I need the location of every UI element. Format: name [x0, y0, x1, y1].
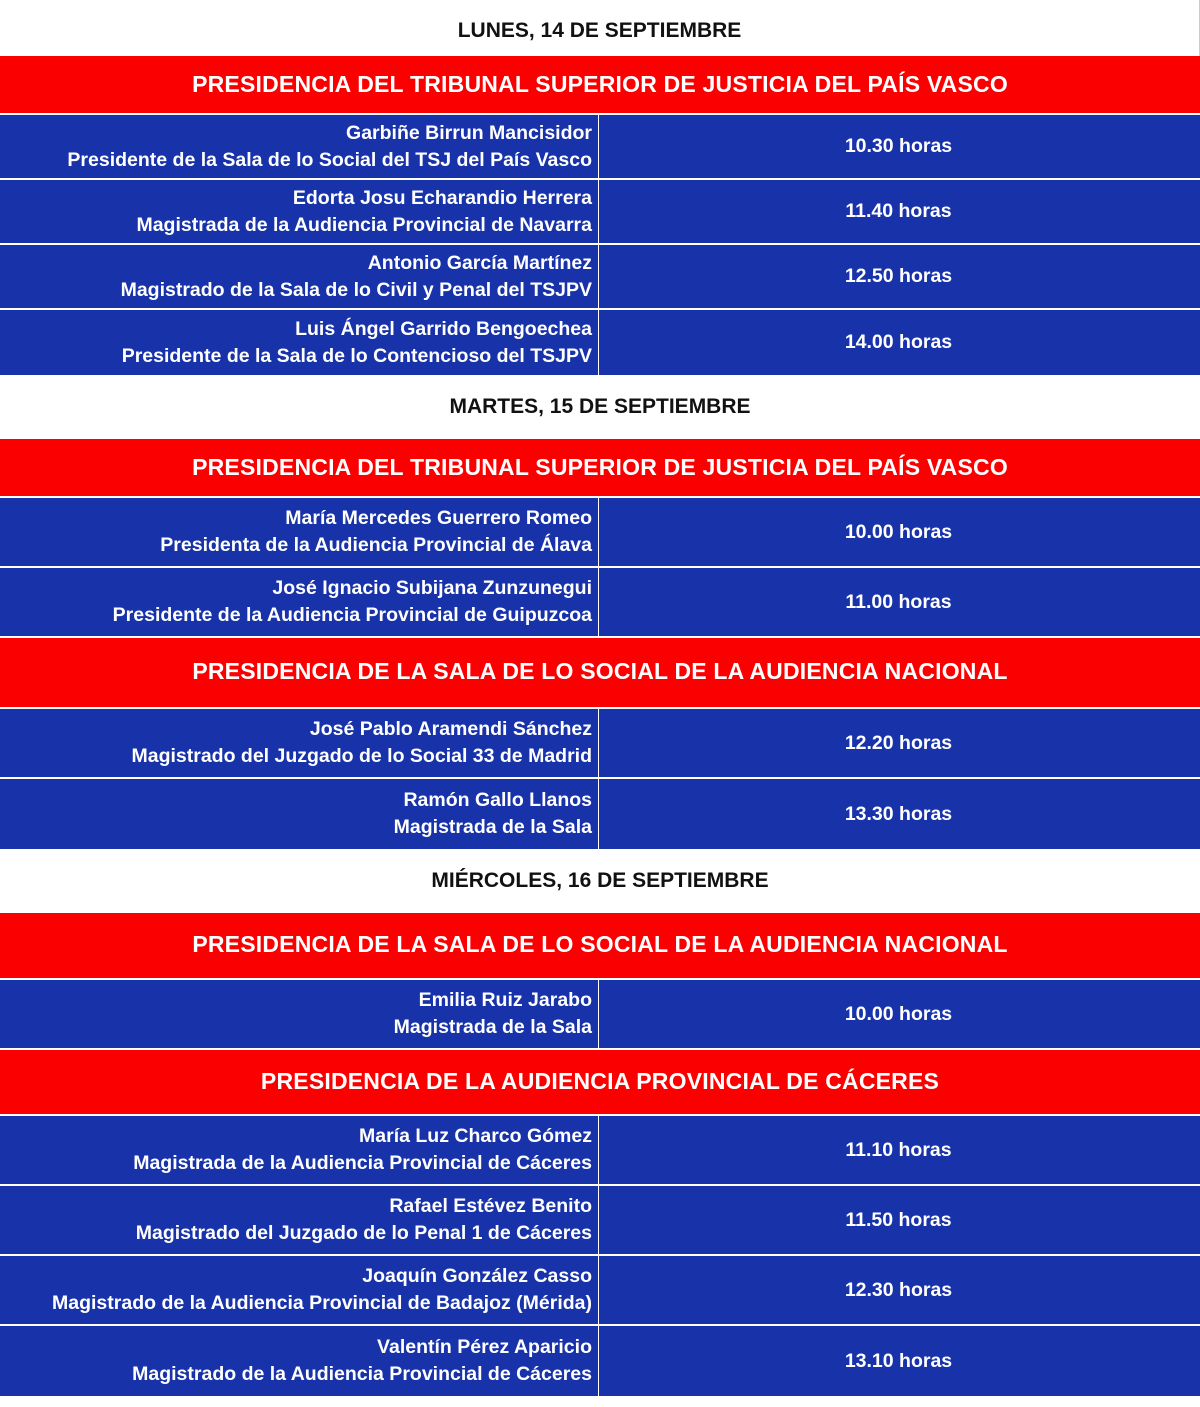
speaker-name: Valentín Pérez Aparicio	[377, 1336, 592, 1358]
table-row	[0, 1116, 1200, 1186]
table-row	[0, 568, 1200, 638]
speaker-name: María Luz Charco Gómez	[359, 1125, 592, 1147]
speaker-role: Magistrado de la Audiencia Provincial de Cáceres	[132, 1363, 592, 1385]
speaker-role: Magistrado del Juzgado de lo Penal 1 de Cáceres	[135, 1222, 592, 1244]
speaker-role: Presidenta de la Audiencia Provincial de Álava	[160, 534, 592, 556]
section-heading: PRESIDENCIA DE LA SALA DE LO SOCIAL DE LA AUDIENCIA NACIONAL	[0, 913, 1200, 980]
speaker-role: Magistrada de la Sala	[393, 816, 592, 838]
speaker-name: Ramón Gallo Llanos	[403, 789, 592, 811]
time-cell: 11.50 horas	[845, 1208, 952, 1231]
time-cell: 11.40 horas	[845, 200, 952, 222]
time-cell: 11.10 horas	[845, 1138, 952, 1161]
table-row	[0, 1326, 1200, 1396]
table-row	[0, 1186, 1200, 1256]
table-row	[0, 980, 1200, 1050]
speaker-cell	[0, 779, 599, 849]
time-cell: 11.00 horas	[845, 590, 952, 613]
time-cell: 12.50 horas	[844, 265, 953, 287]
time-cell: 10.00 horas	[844, 520, 953, 543]
speaker-cell	[0, 1326, 599, 1396]
time-cell: 13.10 horas	[844, 1349, 953, 1372]
speaker-cell	[0, 498, 599, 566]
section-heading: PRESIDENCIA DE LA AUDIENCIA PROVINCIAL DE CÁCERES	[0, 1050, 1200, 1116]
section-heading: PRESIDENCIA DEL TRIBUNAL SUPERIOR DE JUSTICIA DEL PAÍS VASCO	[0, 439, 1200, 498]
speaker-role: Presidente de la Sala de lo Contencioso del TSJPV	[121, 344, 592, 367]
time-cell: 14.00 horas	[844, 331, 953, 353]
table-row	[0, 115, 1200, 180]
speaker-role: Magistrado de la Sala de lo Civil y Penal del TSJPV	[120, 278, 592, 301]
table-row	[0, 245, 1200, 310]
table-row	[0, 180, 1200, 245]
table-row	[0, 310, 1200, 375]
speaker-role: Presidente de la Audiencia Provincial de Guipuzcoa	[112, 604, 592, 626]
section-heading: PRESIDENCIA DEL TRIBUNAL SUPERIOR DE JUSTICIA DEL PAÍS VASCO	[0, 56, 1200, 115]
speaker-cell	[0, 310, 599, 375]
speaker-name: José Ignacio Subijana Zunzunegui	[272, 577, 592, 599]
speaker-cell	[0, 1186, 599, 1254]
time-cell: 12.20 horas	[844, 731, 953, 754]
day-heading: MARTES, 15 DE SEPTIEMBRE	[0, 375, 1200, 439]
speaker-role: Magistrada de la Sala	[393, 1016, 592, 1038]
speaker-cell	[0, 1256, 599, 1324]
speaker-role: Presidente de la Sala de lo Social del TSJ del País Vasco	[67, 148, 592, 171]
speaker-name: Joaquín González Casso	[362, 1265, 592, 1287]
speaker-cell	[0, 115, 599, 178]
speaker-cell	[0, 245, 599, 308]
table-row	[0, 709, 1200, 779]
time-cell: 10.30 horas	[844, 135, 953, 157]
speaker-name: Edorta Josu Echarandio Herrera	[292, 186, 592, 209]
table-row	[0, 1256, 1200, 1326]
speaker-cell	[0, 1116, 599, 1184]
speaker-cell	[0, 568, 599, 636]
speaker-name: José Pablo Aramendi Sánchez	[309, 718, 592, 740]
speaker-cell	[0, 709, 599, 777]
speaker-name: María Mercedes Guerrero Romeo	[285, 507, 592, 529]
table-row	[0, 779, 1200, 849]
speaker-role: Magistrado de la Audiencia Provincial de Badajoz (Mérida)	[52, 1292, 592, 1314]
speaker-name: Garbiñe Birrun Mancisidor	[346, 121, 592, 144]
speaker-role: Magistrada de la Audiencia Provincial de Navarra	[136, 213, 592, 236]
speaker-role: Magistrado del Juzgado de lo Social 33 de Madrid	[131, 745, 592, 767]
section-heading: PRESIDENCIA DE LA SALA DE LO SOCIAL DE LA AUDIENCIA NACIONAL	[0, 638, 1200, 709]
speaker-cell	[0, 980, 599, 1048]
speaker-name: Luis Ángel Garrido Bengoechea	[295, 317, 592, 340]
speaker-name: Emilia Ruiz Jarabo	[418, 989, 592, 1011]
time-cell: 10.00 horas	[844, 1002, 953, 1025]
speaker-role: Magistrada de la Audiencia Provincial de Cáceres	[133, 1152, 592, 1174]
table-row	[0, 498, 1200, 568]
time-cell: 13.30 horas	[844, 802, 953, 825]
time-cell: 12.30 horas	[844, 1278, 953, 1301]
day-heading: MIÉRCOLES, 16 DE SEPTIEMBRE	[0, 849, 1200, 913]
speaker-name: Rafael Estévez Benito	[389, 1195, 592, 1217]
speaker-name: Antonio García Martínez	[367, 251, 592, 274]
speaker-cell	[0, 180, 599, 243]
day-heading: LUNES, 14 DE SEPTIEMBRE	[0, 0, 1200, 56]
